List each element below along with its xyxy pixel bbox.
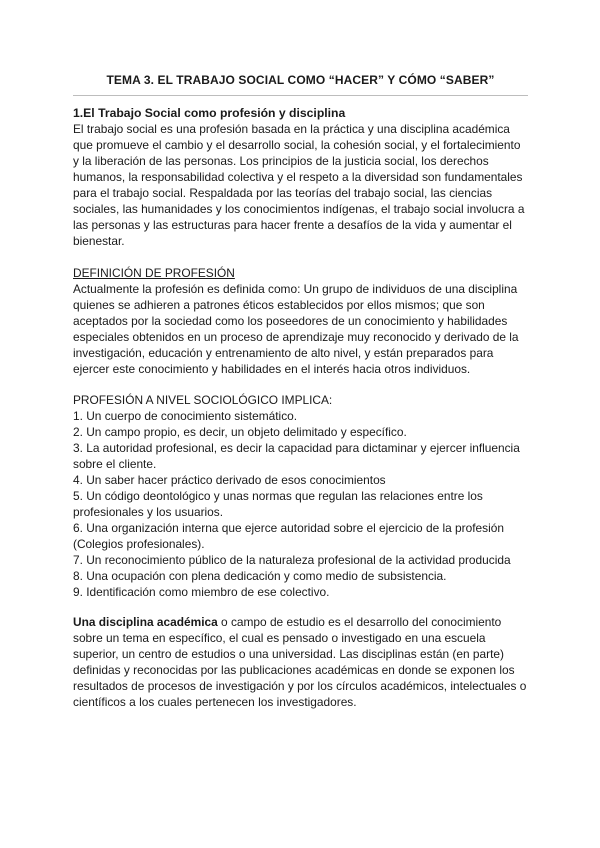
definition-heading: DEFINICIÓN DE PROFESIÓN [73,266,235,280]
discipline-paragraph [73,614,528,710]
sociological-heading: PROFESIÓN A NIVEL SOCIOLÓGICO IMPLICA: [73,393,333,407]
document-body [73,105,528,710]
list-item: 1. Un cuerpo de conocimiento sistemático. [73,409,298,423]
list-item: 5. Un código deontológico y unas normas que regulan las relaciones entre los profesionales y los usuarios. [73,489,483,519]
list-item: 4. Un saber hacer práctico derivado de esos conocimientos [73,473,386,487]
list-item: 8. Una ocupación con plena dedicación y como medio de subsistencia. [73,569,447,583]
section-paragraph: El trabajo social es una profesión basada en la práctica y una disciplina académica que promueve el cambio y el desarrollo social, la cohesión social, y el fortalecimiento y la liberación de las personas. Los principios de la justicia social, los derechos humanos, la responsabilidad colectiva y el respeto a la diversidad son fundamentales para el trabajo social. Respaldada por las teorías del trabajo social, las ciencias sociales, las humanidades y los conocimientos indígenas, el trabajo social involucra a las personas y las estructuras para hacer frente a desafíos de la vida y aumentar el bienestar. [73,122,525,248]
list-item: 3. La autoridad profesional, es decir la capacidad para dictaminar y ejercer influencia sobre el cliente. [73,441,520,471]
list-item: 9. Identificación como miembro de ese colectivo. [73,585,330,599]
list-item: 2. Un campo propio, es decir, un objeto delimitado y específico. [73,425,407,439]
sociological-list [73,408,528,600]
document-title: TEMA 3. EL TRABAJO SOCIAL COMO “HACER” Y CÓMO “SABER” [73,73,528,96]
list-item: 6. Una organización interna que ejerce autoridad sobre el ejercicio de la profesión (Colegios profesionales). [73,521,504,551]
list-item: 7. Un reconocimiento público de la naturaleza profesional de la actividad producida [73,553,511,567]
discipline-text: o campo de estudio es el desarrollo del conocimiento sobre un tema en específico, el cual es pensado o investigado en una escuela superior, un centro de estudios o una universidad. Las disciplinas están (en parte) definidas y reconocidas por las publicaciones académicas en donde se exponen los resultados de procesos de investigación y por los círculos académicos, intelectuales o científicos a los cuales pertenecen los investigadores. [73,615,527,709]
section-heading: 1.El Trabajo Social como profesión y disciplina [73,106,346,120]
discipline-term: Una disciplina académica [73,615,218,629]
definition-paragraph: Actualmente la profesión es definida como: Un grupo de individuos de una disciplina quienes se adhieren a patrones éticos establecidos por ellos mismos; que son aceptados por la sociedad como los poseedores de un conocimiento y habilidades especiales obtenidos en un proceso de aprendizaje muy reconocido y derivado de la investigación, educación y entrenamiento de alto nivel, y están preparados para ejercer este conocimiento y habilidades en el interés hacia otros individuos. [73,282,519,376]
